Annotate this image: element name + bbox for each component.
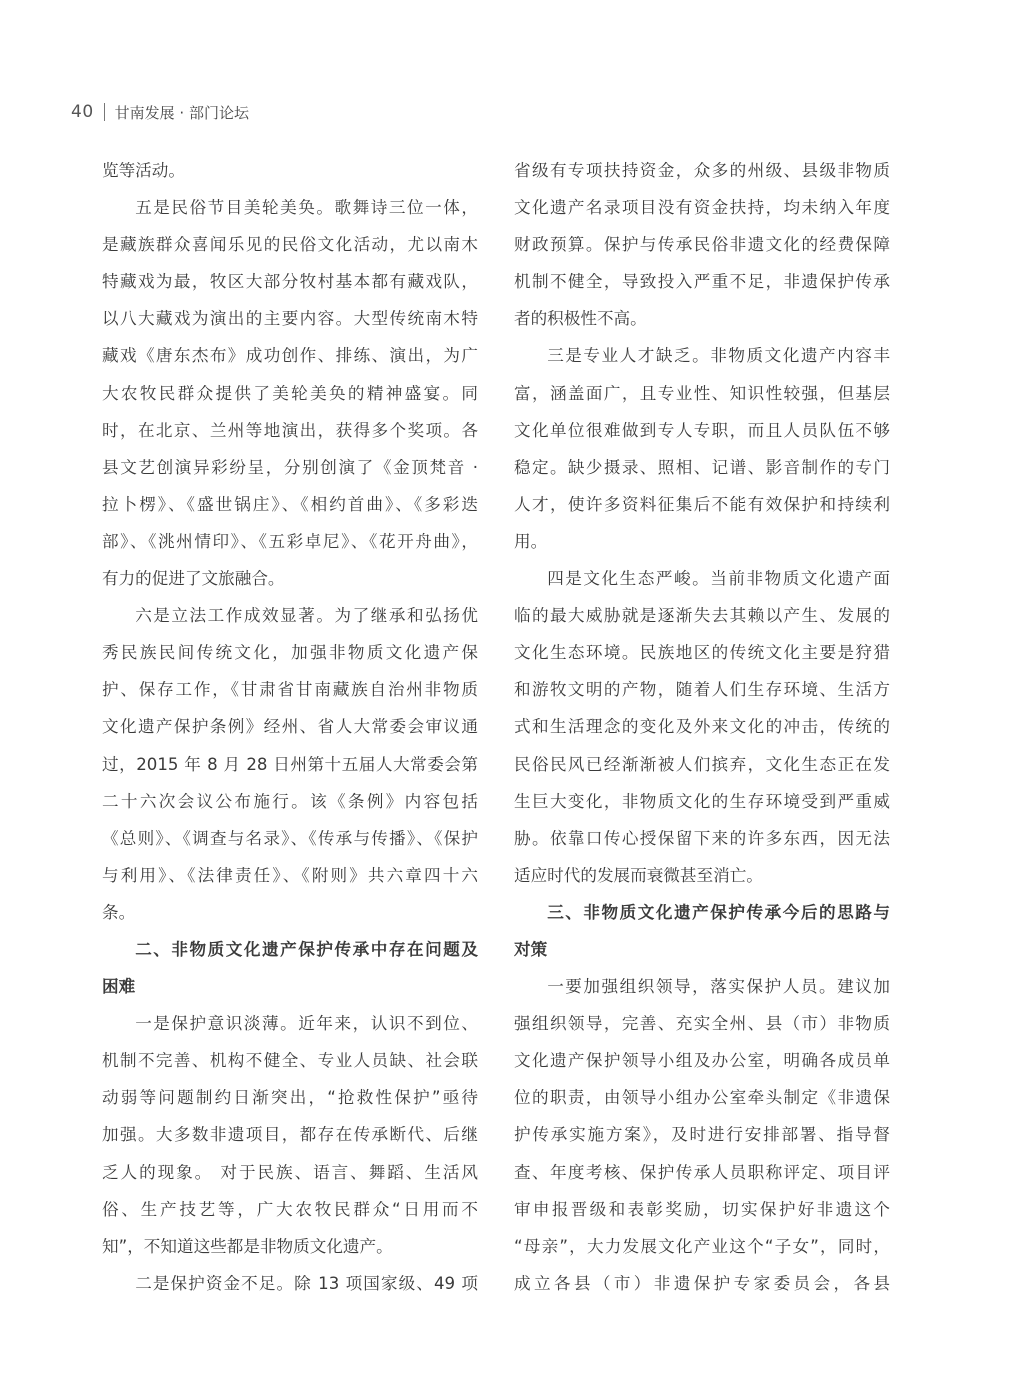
text-line: 条。 bbox=[102, 902, 136, 922]
text-line: 适应时代的发展而衰微甚至消亡。 bbox=[514, 865, 763, 885]
text-line: 以八大藏戏为演出的主要内容。大型传统南木特 bbox=[102, 309, 478, 329]
text-line: 稳定。缺少摄录、照相、记谱、影音制作的专门 bbox=[514, 457, 890, 477]
text-line: 民俗民风已经渐渐被人们摈弃，文化生态正在发 bbox=[514, 754, 890, 774]
text-line: 省级有专项扶持资金，众多的州级、县级非物质 bbox=[514, 161, 890, 180]
section-heading-line: 二、非物质文化遗产保护传承中存在问题及 bbox=[135, 939, 478, 959]
section-heading-line: 对策 bbox=[514, 939, 548, 959]
text-line: 护、保存工作，《甘肃省甘南藏族自治州非物质 bbox=[102, 680, 478, 700]
text-line: 知”，不知道这些都是非物质文化遗产。 bbox=[102, 1236, 393, 1256]
text-line: 秀民族民间传统文化，加强非物质文化遗产保 bbox=[102, 643, 478, 663]
text-line: 五是民俗节目美轮美奂。歌舞诗三位一体， bbox=[135, 198, 478, 218]
text-line: 特藏戏为最，牧区大部分牧村基本都有藏戏队， bbox=[102, 272, 478, 292]
text-line: 式和生活理念的变化及外来文化的冲击，传统的 bbox=[514, 717, 890, 737]
text-line: 三是专业人才缺乏。非物质文化遗产内容丰 bbox=[547, 346, 890, 366]
text-line: 部》、《洮州情印》、《五彩卓尼》、《花开舟曲》， bbox=[102, 531, 478, 551]
text-line: 四是文化生态严峻。当前非物质文化遗产面 bbox=[547, 569, 890, 589]
text-line: 临的最大威胁就是逐渐失去其赖以产生、发展的 bbox=[514, 606, 890, 626]
running-title: 甘南发展 · 部门论坛 bbox=[114, 103, 249, 122]
text-line: 览等活动。 bbox=[102, 161, 185, 180]
text-line: 《总则》、《调查与名录》、《传承与传播》、《保护 bbox=[102, 828, 478, 848]
text-line: 位的职责，由领导小组办公室牵头制定《非遗保 bbox=[514, 1088, 890, 1108]
text-line: 二是保护资金不足。除 13 项国家级、49 项 bbox=[135, 1273, 478, 1293]
text-line: 胁。依靠口传心授保留下来的许多东西，因无法 bbox=[514, 828, 890, 848]
text-line: 县文艺创演异彩纷呈，分别创演了《金顶梵音 · bbox=[102, 457, 478, 477]
text-line: 强组织领导，完善、充实全州、县（市）非物质 bbox=[514, 1014, 890, 1034]
section-heading-line: 三、非物质文化遗产保护传承今后的思路与 bbox=[547, 902, 890, 922]
text-line: 文化遗产保护条例》经州、省人大常委会审议通 bbox=[102, 717, 478, 737]
text-line: 时，在北京、兰州等地演出，获得多个奖项。各 bbox=[102, 420, 478, 440]
text-line: 是藏族群众喜闻乐见的民俗文化活动，尤以南木 bbox=[102, 235, 478, 255]
text-line: 文化单位很难做到专人专职，而且人员队伍不够 bbox=[514, 420, 890, 440]
text-line: 财政预算。保护与传承民俗非遗文化的经费保障 bbox=[514, 235, 890, 255]
text-line: 查、年度考核、保护传承人员职称评定、项目评 bbox=[514, 1162, 890, 1182]
text-line: 六是立法工作成效显著。为了继承和弘扬优 bbox=[135, 606, 478, 626]
text-line: 生巨大变化，非物质文化的生存环境受到严重威 bbox=[514, 791, 890, 811]
text-line: 审申报晋级和表彰奖励，切实保护好非遗这个 bbox=[514, 1199, 890, 1219]
page-number: 40 bbox=[71, 102, 94, 122]
text-line: 机制不健全，导致投入严重不足，非遗保护传承 bbox=[514, 272, 890, 292]
text-line: 者的积极性不高。 bbox=[514, 309, 647, 329]
text-line: 大农牧民群众提供了美轮美奂的精神盛宴。同 bbox=[102, 383, 478, 403]
text-line: “母亲”，大力发展文化产业这个“子女”，同时， bbox=[514, 1236, 890, 1256]
text-line: 藏戏《唐东杰布》成功创作、排练、演出，为广 bbox=[102, 346, 478, 366]
text-line: 富，涵盖面广，且专业性、知识性较强，但基层 bbox=[514, 383, 890, 403]
left-text-column bbox=[102, 152, 478, 1302]
text-line: 用。 bbox=[514, 531, 548, 551]
text-line: 动弱等问题制约日渐突出，“抢救性保护”亟待 bbox=[102, 1088, 478, 1108]
text-line: 和游牧文明的产物，随着人们生存环境、生活方 bbox=[514, 680, 890, 700]
section-heading-line: 困难 bbox=[102, 977, 136, 997]
running-header bbox=[71, 100, 249, 124]
text-line: 护传承实施方案》，及时进行安排部署、指导督 bbox=[514, 1125, 890, 1145]
text-line: 文化生态环境。民族地区的传统文化主要是狩猎 bbox=[514, 643, 890, 663]
text-line: 一是保护意识淡薄。近年来，认识不到位、 bbox=[135, 1014, 478, 1034]
text-line: 有力的促进了文旅融合。 bbox=[102, 569, 285, 589]
text-line: 文化遗产名录项目没有资金扶持，均未纳入年度 bbox=[514, 198, 890, 218]
text-line: 加强。大多数非遗项目，都存在传承断代、后继 bbox=[102, 1125, 478, 1145]
text-line: 机制不完善、机构不健全、专业人员缺、社会联 bbox=[102, 1051, 478, 1071]
header-divider bbox=[104, 103, 105, 121]
text-line: 过，2015 年 8 月 28 日州第十五届人大常委会第 bbox=[102, 754, 478, 774]
text-line: 人才，使许多资料征集后不能有效保护和持续利 bbox=[514, 494, 890, 514]
text-line: 文化遗产保护领导小组及办公室，明确各成员单 bbox=[514, 1051, 890, 1071]
text-line: 乏人的现象。 对于民族、语言、舞蹈、生活风 bbox=[102, 1162, 478, 1182]
text-line: 成立各县（市）非遗保护专家委员会，各县 bbox=[514, 1273, 890, 1293]
right-text-column bbox=[514, 152, 890, 1302]
text-line: 拉卜楞》、《盛世锅庄》、《相约首曲》、《多彩迭 bbox=[102, 494, 478, 514]
text-line: 与利用》、《法律责任》、《附则》共六章四十六 bbox=[102, 865, 478, 885]
text-line: 一要加强组织领导，落实保护人员。建议加 bbox=[547, 977, 890, 997]
text-line: 二十六次会议公布施行。该《条例》内容包括 bbox=[102, 791, 478, 811]
text-line: 俗、生产技艺等，广大农牧民群众“日用而不 bbox=[102, 1199, 478, 1219]
